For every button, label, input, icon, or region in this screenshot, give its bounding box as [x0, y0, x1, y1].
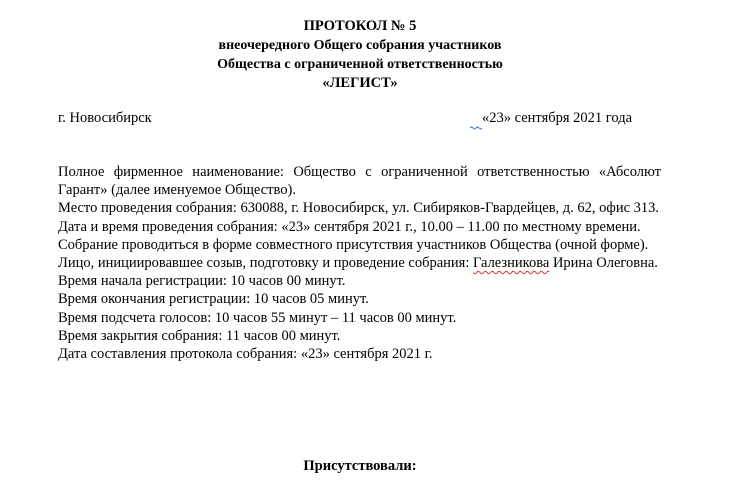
registration-start-paragraph: Время начала регистрации: 10 часов 00 минут. — [58, 273, 346, 290]
company-name-heading: «ЛЕГИСТ» — [322, 75, 398, 91]
grammar-marker-wrap — [470, 109, 482, 128]
meeting-city: г. Новосибирск — [58, 110, 152, 126]
protocol-body — [58, 163, 661, 363]
initiator-given-names: Ирина Олеговна. — [549, 255, 658, 272]
protocol-date-paragraph: Дата составления протокола собрания: «23» сентября 2021 г. — [58, 346, 433, 363]
present-heading: Присутствовали: — [303, 458, 417, 474]
protocol-title: ПРОТОКОЛ № 5 — [303, 18, 417, 34]
registration-end-paragraph: Время окончания регистрации: 10 часов 05 минут. — [58, 291, 369, 308]
meeting-type-heading: внеочередного Общего собрания участников — [218, 38, 502, 53]
meeting-close-paragraph: Время закрытия собрания: 11 часов 00 минут. — [58, 327, 341, 344]
initiator-label: Лицо, инициировавшее созыв, подготовку и проведение собрания: — [58, 255, 473, 272]
meeting-datetime-paragraph: Дата и время проведения собрания: «23» сентября 2021 г., 10.00 – 11.00 по местному времени. — [58, 218, 641, 235]
vote-count-paragraph: Время подсчета голосов: 10 часов 55 минут – 11 часов 00 минут. — [58, 309, 457, 326]
meeting-date: «23» сентября 2021 года — [482, 110, 633, 126]
company-type-heading: Общества с ограниченной ответственностью — [217, 57, 503, 72]
initiator-surname: Галезникова — [472, 255, 550, 272]
meeting-location-paragraph: Место проведения собрания: 630088, г. Новосибирск, ул. Сибиряков-Гвардейцев, д. 62, офис 313. — [58, 200, 660, 217]
meeting-form-paragraph: Собрание проводиться в форме совместного присутствия участников Общества (очной форме). — [58, 236, 649, 253]
initiator-paragraph — [58, 254, 661, 272]
company-full-name-paragraph: Полное фирменное наименование: Общество с ограниченной ответственностью «Абсолют Гарант» (далее именуемое Общество). — [58, 164, 661, 199]
grammar-squiggle-icon — [470, 126, 482, 130]
meeting-date-line — [470, 109, 632, 128]
